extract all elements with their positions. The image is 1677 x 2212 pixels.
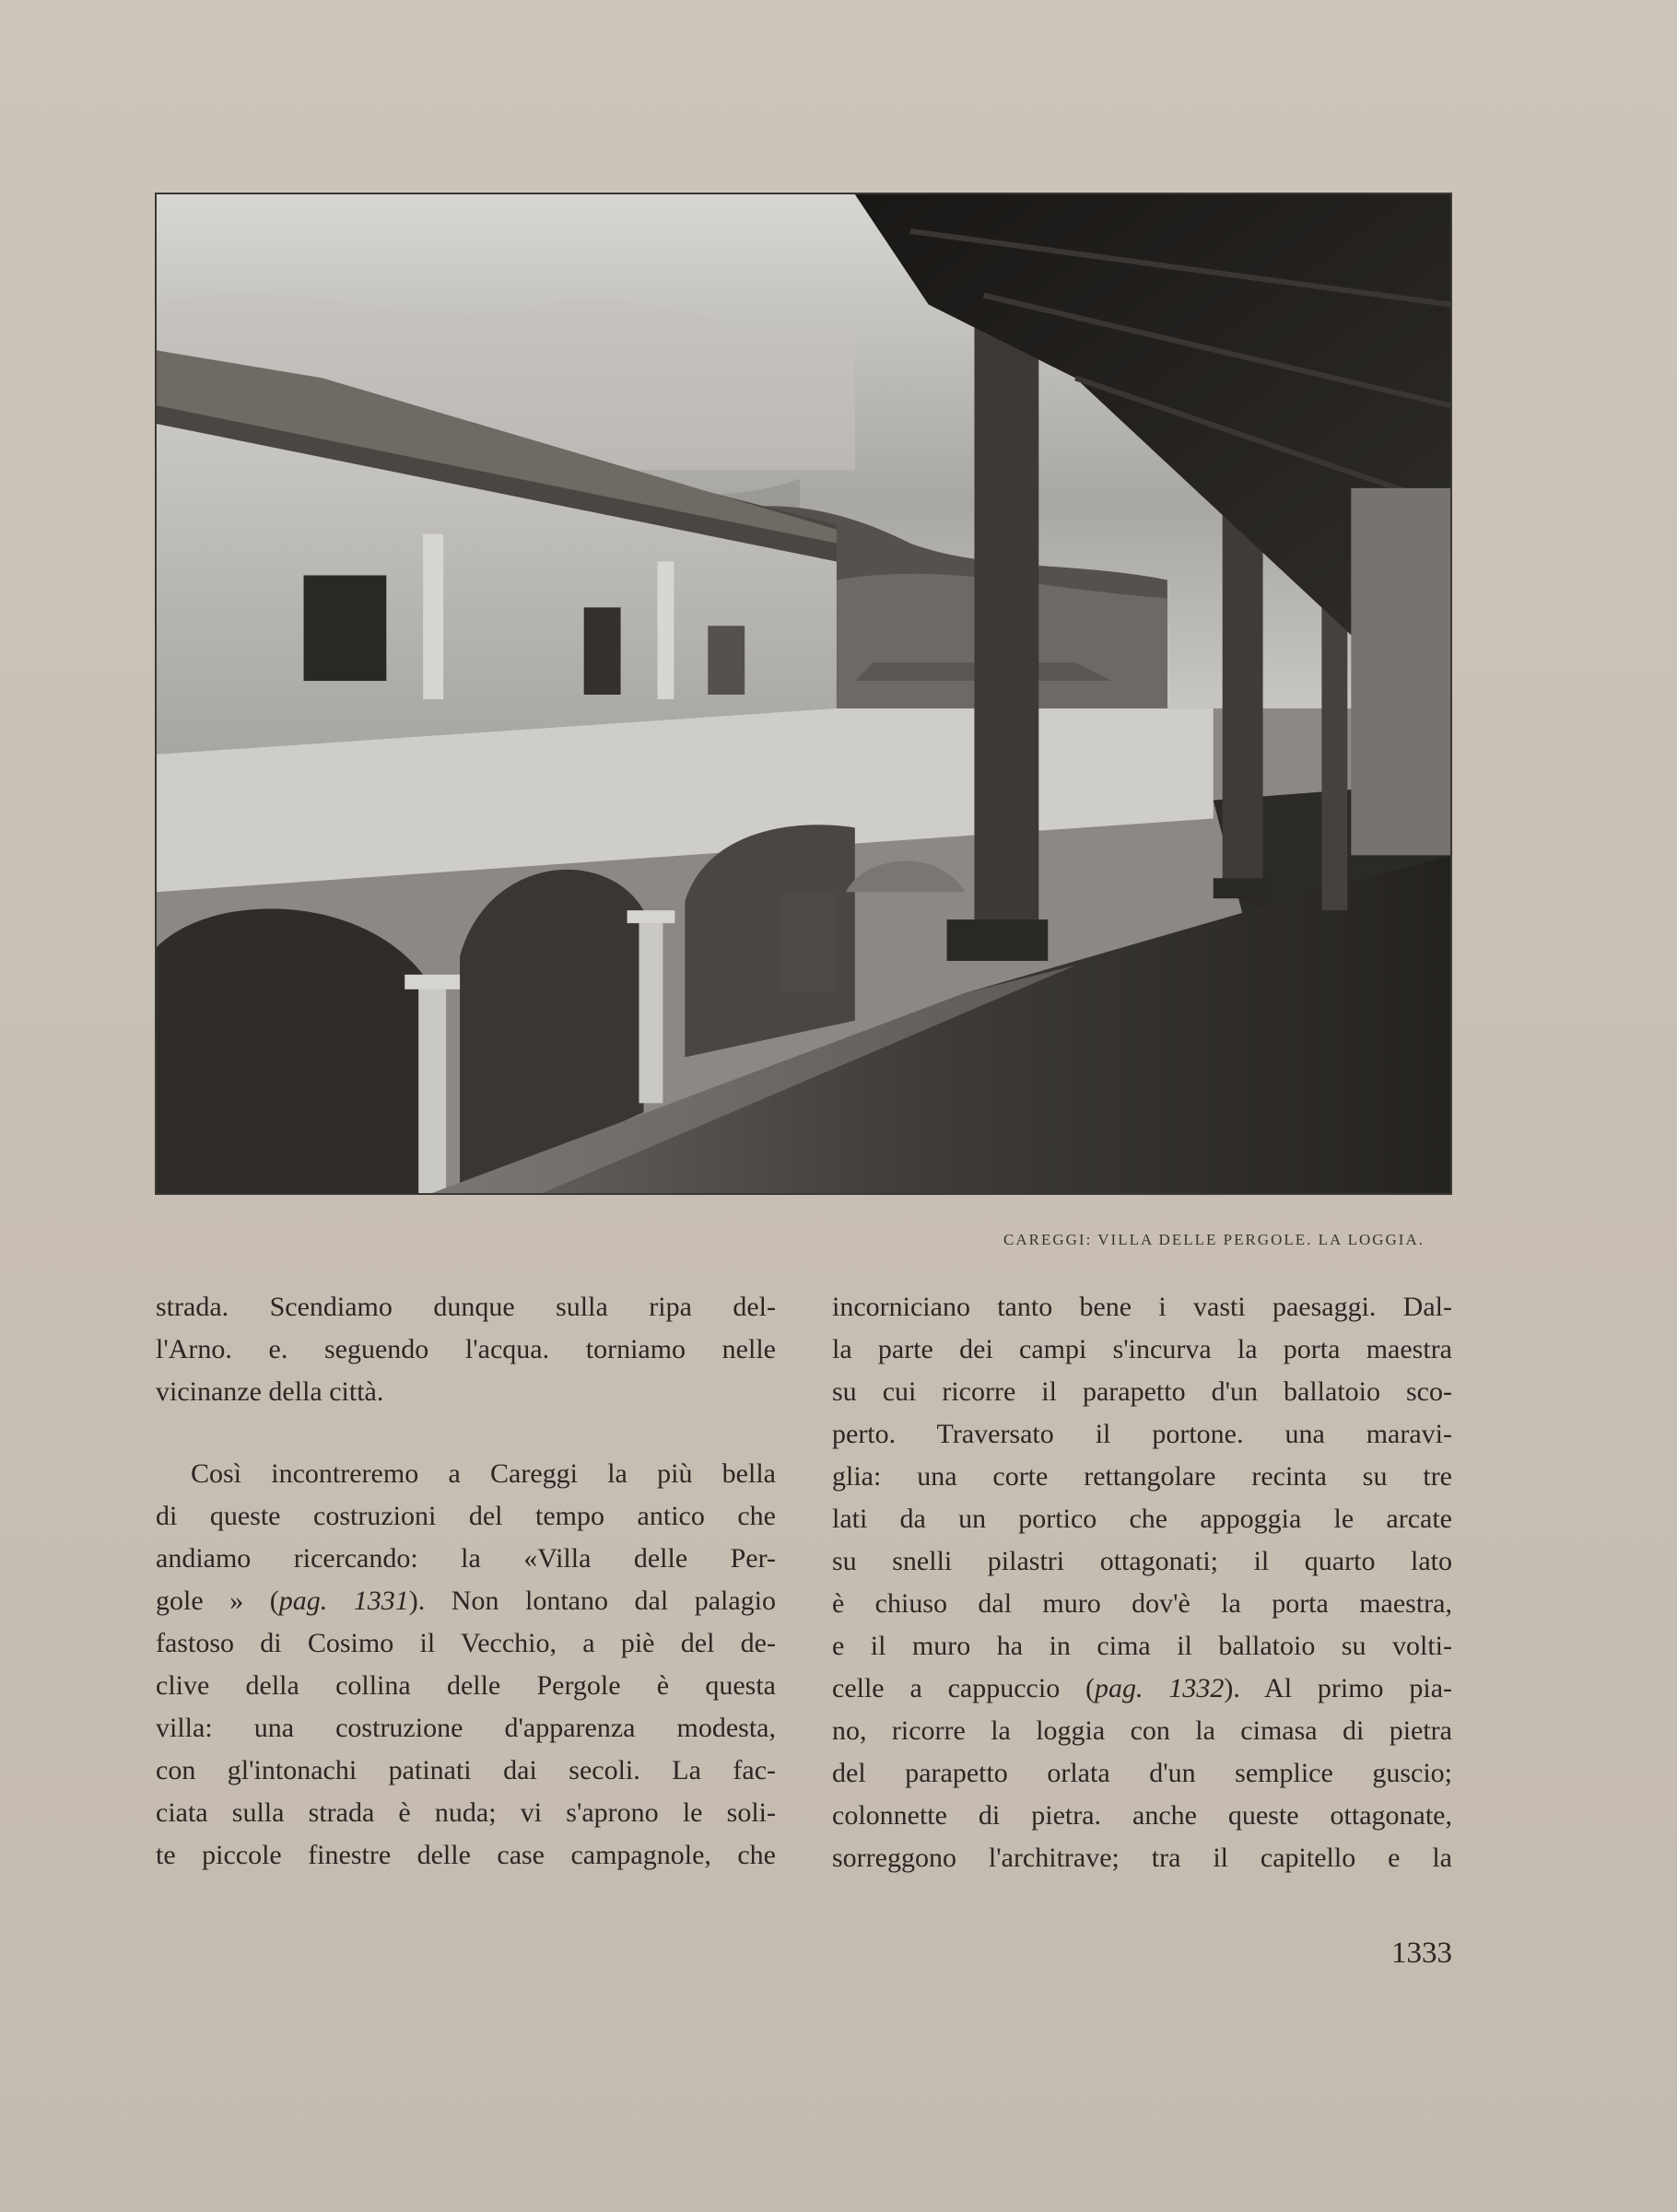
text-line: lati da un portico che appoggia le arcate: [832, 1504, 1452, 1534]
text-line: andiamo ricercando: la «Villa delle Per-: [156, 1543, 776, 1574]
text-line: te piccole finestre delle case campagnole, che: [156, 1840, 776, 1870]
right-column: [832, 1286, 1452, 1879]
text-fragment: ). Non lontano dal palagio: [408, 1586, 777, 1616]
text-line: con gl'intonachi patinati dai secoli. La fac-: [156, 1755, 776, 1785]
text-line-with-reference: [156, 1580, 776, 1622]
text-line: Così incontreremo a Careggi la più bella: [191, 1458, 776, 1489]
text-line: di queste costruzioni del tempo antico che: [156, 1501, 776, 1531]
text-line: su cui ricorre il parapetto d'un ballatoio sco-: [832, 1376, 1452, 1407]
text-line: ciata sulla strada è nuda; vi s'aprono le soli-: [156, 1797, 776, 1828]
text-line: la parte dei campi s'incurva la porta maestra: [832, 1334, 1452, 1364]
text-line: colonnette di pietra. anche queste ottagonate,: [832, 1800, 1452, 1831]
text-line: è chiuso dal muro dov'è la porta maestra,: [832, 1588, 1452, 1619]
text-line: sorreggono l'architrave; tra il capitello e la: [832, 1843, 1452, 1873]
text-line: clive della collina delle Pergole è questa: [156, 1670, 776, 1701]
text-line: su snelli pilastri ottagonati; il quarto lato: [832, 1546, 1452, 1576]
text-line: incorniciano tanto bene i vasti paesaggi. Dal-: [832, 1292, 1452, 1322]
photo-caption: CAREGGI: VILLA DELLE PERGOLE. LA LOGGIA.: [1003, 1231, 1425, 1248]
text-line: del parapetto orlata d'un semplice guscio;: [832, 1758, 1452, 1788]
text-line: vicinanze della città.: [156, 1376, 384, 1407]
text-line: l'Arno. e. seguendo l'acqua. torniamo nelle: [156, 1334, 776, 1364]
page-reference: pag. 1331: [278, 1586, 409, 1616]
text-line: glia: una corte rettangolare recinta su tre: [832, 1461, 1452, 1492]
left-column: [156, 1286, 776, 1877]
text-fragment: celle a cappuccio (: [832, 1673, 1096, 1703]
text-line: e il muro ha in cima il ballatoio su volti-: [832, 1631, 1452, 1661]
text-line-with-reference: [832, 1668, 1452, 1710]
page-reference: pag. 1332: [1095, 1673, 1225, 1703]
text-fragment: gole » (: [156, 1586, 279, 1616]
paragraph-gap: [156, 1413, 776, 1453]
text-line: perto. Traversato il portone. una maravi-: [832, 1419, 1452, 1449]
loggia-photograph-illustration: [157, 194, 1450, 1193]
page-number: 1333: [1391, 1937, 1452, 1970]
loggia-photograph: [155, 193, 1452, 1195]
text-line: fastoso di Cosimo il Vecchio, a piè del de-: [156, 1628, 776, 1658]
text-line: no, ricorre la loggia con la cimasa di pietra: [832, 1715, 1452, 1746]
text-line: strada. Scendiamo dunque sulla ripa del-: [156, 1292, 776, 1322]
text-fragment: ). Al primo pia-: [1224, 1673, 1453, 1703]
text-line: villa: una costruzione d'apparenza modesta,: [156, 1713, 776, 1743]
